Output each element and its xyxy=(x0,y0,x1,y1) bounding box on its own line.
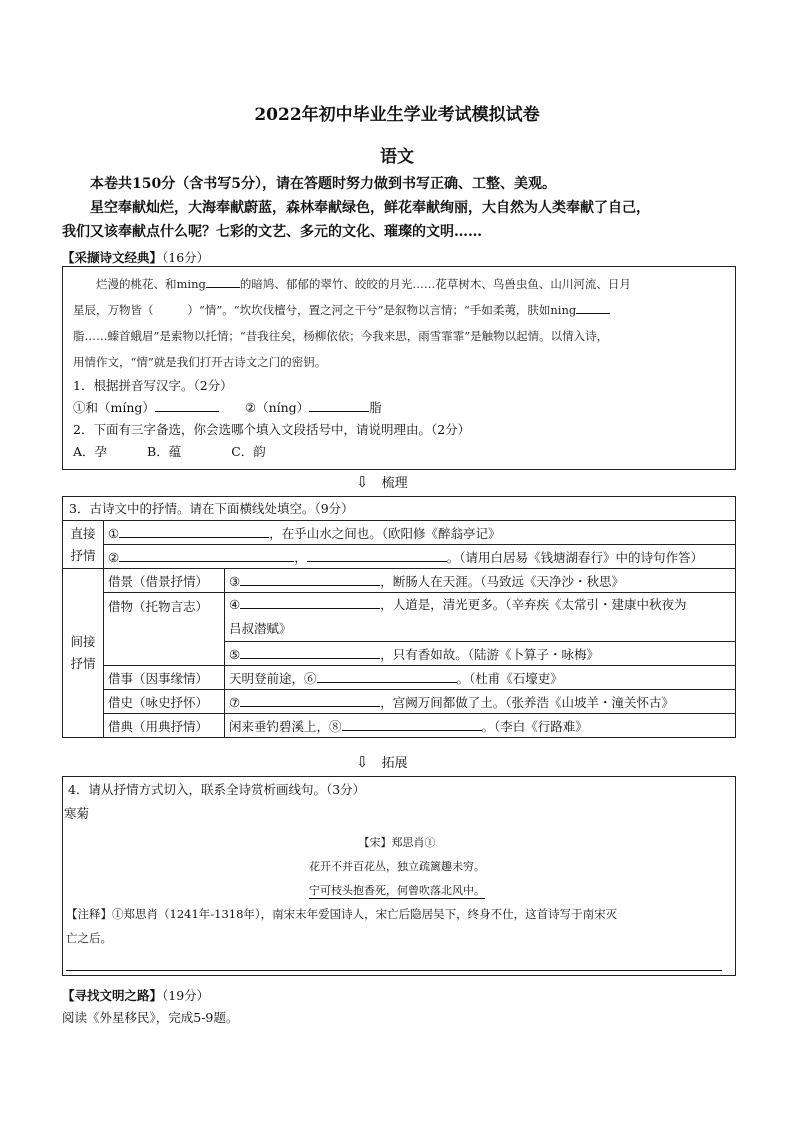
row-3: ③ ，断肠人在天涯。（马致远《天净沙・秋思》 xyxy=(225,569,736,593)
down-arrow-icon: ⇩ xyxy=(356,753,369,771)
page-subtitle: 语文 xyxy=(380,147,414,167)
row-2: ② ， 。（请用白居易《钱塘湖春行》中的诗句作答） xyxy=(104,545,736,569)
passage-box xyxy=(62,266,736,470)
blank-ning[interactable] xyxy=(576,299,610,314)
answer-1b-blank[interactable] xyxy=(309,397,369,412)
direct-lyric-label: 直接抒情 xyxy=(63,521,104,569)
question-3-header: 3．古诗文中的抒情。请在下面横线处填空。（9分） xyxy=(62,496,736,521)
row-5: ⑤ ，只有香如故。（陆游《卜算子・咏梅》 xyxy=(225,642,736,666)
section-score: （16分） xyxy=(162,250,210,265)
passage-line-2: 星辰，万物皆（ ）“情”。“坎坎伐檀兮，置之河之干兮”是叙物以言情；“手如柔荑，肤如ning xyxy=(73,297,725,323)
poem-note: 【注释】①郑思肖（1241年-1318年），南宋末年爱国诗人，宋亡后隐居吴下，终身不仕，这首诗写于南宋灭 亡之后。 xyxy=(66,907,618,945)
page-title: 2022年初中毕业生学业考试模拟试卷 xyxy=(254,105,540,125)
blank-8[interactable] xyxy=(342,716,482,731)
flow-label-1: 梳理 xyxy=(381,476,408,491)
row-1: ① ，在乎山水之间也。（欧阳修《醉翁亭记》 xyxy=(104,521,736,545)
poem-name: 寒菊 xyxy=(64,806,90,821)
passage-line-4: 用情作文，“情”就是我们打开古诗文之门的密钥。 xyxy=(73,355,327,369)
type-7: 借史（咏史抒怀） xyxy=(104,690,225,714)
blank-1[interactable] xyxy=(119,523,269,538)
type-4: 借物（托物言志） xyxy=(104,593,225,666)
blank-2a[interactable] xyxy=(119,547,294,562)
answer-line[interactable] xyxy=(66,970,722,971)
type-8: 借典（用典抒情） xyxy=(104,714,225,738)
passage-line-1: 烂漫的桃花、和ming 的暗鸠、郁郁的翠竹、皎皎的月光……花草树木、鸟兽虫鱼、山川河流、日月 xyxy=(73,271,725,297)
row-4: ④ ，人道是，清光更多。（辛弃疾《太常引・建康中秋夜为 吕叔潜赋》 xyxy=(225,593,736,642)
question-2-options xyxy=(73,441,725,463)
section-heading-1 xyxy=(62,248,209,266)
row-7: ⑦ ，宫阙万间都做了土。（张养浩《山坡羊・潼关怀古》 xyxy=(225,690,736,714)
flow-arrow-2 xyxy=(356,752,408,771)
type-6: 借事（因事缘情） xyxy=(104,666,225,690)
section-label: 【采撷诗文经典】 xyxy=(62,250,163,265)
blank-ming[interactable] xyxy=(206,273,240,288)
passage-line-3: 脂……螓首蛾眉”是索物以托情；“昔我往矣，杨柳依依；今我来思，雨雪霏霏”是触物以起情。以情入诗， xyxy=(73,329,609,343)
reading-instruction: 阅读《外星移民》，完成5-9题。 xyxy=(62,1010,239,1025)
type-3: 借景（借景抒情） xyxy=(104,569,225,593)
answer-1a-blank[interactable] xyxy=(155,397,219,412)
poem-line-1: 花开不并百花丛，独立疏篱趣未穷。 xyxy=(309,860,485,873)
row-8: 闲来垂钓碧溪上，⑧ 。（李白《行路难》 xyxy=(225,714,736,738)
option-b: B．蕴 xyxy=(147,444,182,459)
indirect-lyric-label: 间接抒情 xyxy=(63,569,104,738)
blank-2b[interactable] xyxy=(307,547,447,562)
question-1-answers: ①和（míng） ②（níng） 脂 xyxy=(73,397,725,419)
section-heading-2 xyxy=(62,986,209,1004)
option-a: A．孕 xyxy=(73,444,108,459)
intro-line-2b: 我们又该奉献点什么呢？七彩的文艺、多元的文化、璀璨的文明…… xyxy=(62,224,482,240)
down-arrow-icon: ⇩ xyxy=(356,473,369,491)
intro-line-1: 本卷共150分（含书写5分），请在答题时努力做到书写正确、工整、美观。 xyxy=(90,176,556,192)
row-6: 天明登前途，⑥ 。（杜甫《石壕吏》 xyxy=(225,666,736,690)
section-label: 【寻找文明之路】 xyxy=(62,988,163,1003)
blank-7[interactable] xyxy=(240,692,380,707)
flow-label-2: 拓展 xyxy=(381,756,408,771)
underlined-line: 宁可枝头抱香死，何曾吹落北风中。 xyxy=(309,884,485,897)
blank-6[interactable] xyxy=(317,668,457,683)
blank-5[interactable] xyxy=(240,644,380,659)
section-score: （19分） xyxy=(162,988,210,1003)
question-4: 4．请从抒情方式切入，联系全诗赏析画线句。（3分） xyxy=(68,782,366,797)
question-2: 2．下面有三字备选，你会选哪个填入文段括号中，请说明理由。（2分） xyxy=(73,422,471,437)
flow-arrow-1 xyxy=(356,472,408,491)
lyric-table xyxy=(62,520,736,738)
intro-line-2a: 星空奉献灿烂，大海奉献蔚蓝，森林奉献绿色，鲜花奉献绚丽，大自然为人类奉献了自己， xyxy=(90,200,650,216)
poem-line-2 xyxy=(0,882,794,898)
option-c: C．韵 xyxy=(231,444,266,459)
blank-3[interactable] xyxy=(240,571,380,586)
poem-author: 【宋】郑思肖① xyxy=(358,836,436,849)
question-1: 1．根据拼音写汉字。（2分） xyxy=(73,378,233,393)
blank-4[interactable] xyxy=(240,594,380,609)
